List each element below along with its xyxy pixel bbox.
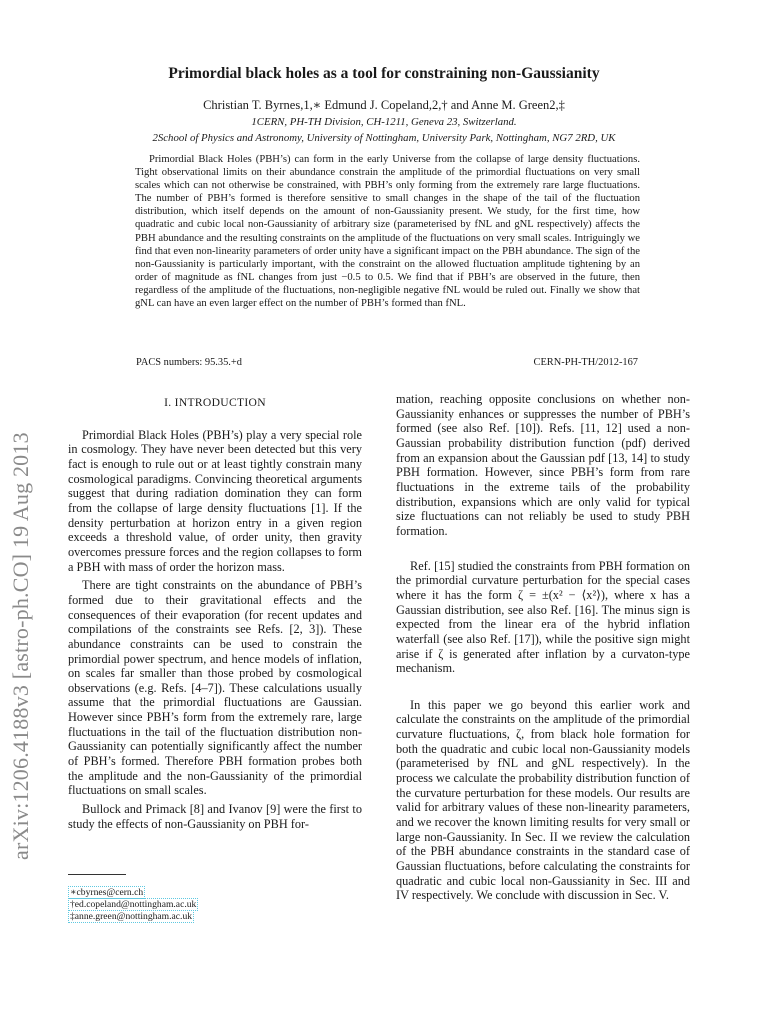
footnotes (68, 874, 362, 923)
affiliation-nottingham: 2School of Physics and Astronomy, University of Nottingham, University Park, Nottingham, NG7 2RD, UK (152, 132, 616, 144)
intro-paragraph-5: In this paper we go beyond this earlier work and calculate the constraints on the amplitude of the primordial curvature fluctuations, ζ, from black hole formation for both the quadratic and cubic local non-Gaussianity models (parameterised by fNL and gNL respectively). In the process we calculate the probability distribution function of the curvature perturbation for these models. Our results are valid for arbitrary values of these non-linearity parameters, and we recover the known limiting results for very small or large non-Gaussianity. In Sec. II we review the calculation of the PBH abundance constraints in the standard case of Gaussian fluctuations, before calculating the constraints for quadratic and cubic local non-Gaussianity in Sec. III and IV respectively. We conclude with discussion in Sec. V. (396, 697, 690, 903)
intro-paragraph-2: There are tight constraints on the abundance of PBH’s formed due to their gravitational effects and the consequences of their evaporation (for recent updates and compilations of the constraints see Refs. [2, 3]). These abundance constraints can be used to constrain the primordial power spectrum, and hence models of inflation, on scales far smaller than those probed by cosmological observations (e.g. Refs. [4–7]). These calculations usually assume that the primordial fluctuations are Gaussian. However since PBH’s form from the extremely rare, large fluctuations in the tail of the fluctuation distribution non-Gaussianity can potentially significantly affect the number of PBH’s formed. Therefore PBH formation probes both the amplitude and the non-Gaussianity of the primordial fluctuations on small scales. (68, 578, 362, 798)
author-list: Christian T. Byrnes,1,∗ Edmund J. Copeland,2,† and Anne M. Green2,‡ (203, 98, 565, 112)
intro-paragraph-1: Primordial Black Holes (PBH’s) play a very special role in cosmology. They have never been detected but this very fact is enough to rule out or at least tightly constrain many cosmological paradigms. Convincing theoretical arguments suggest that during radiation domination they can form from the collapse of large density fluctuations [1]. If the density perturbation at horizon entry in a given region exceeds a threshold value, of order unity, then gravity overcomes pressure forces and the region collapses to form a PBH with mass of order the horizon mass. (68, 427, 362, 574)
intro-paragraph-continued: mation, reaching opposite conclusions on whether non-Gaussianity enhances or suppresses the number of PBH’s formed (see also Ref. [10]). Refs. [11, 12] used a non-Gaussian probability distribution function (pdf) derived from an expansion about the Gaussian pdf [13, 14] to study PBH formation. However, since PBH’s form from rare fluctuations in the extreme tails of the probability distribution, expansions which are only valid for typical size fluctuations can not reliably be used to study PBH formation. (396, 392, 690, 538)
section-heading-introduction: I. INTRODUCTION (164, 396, 266, 409)
arxiv-identifier: arXiv:1206.4188v3 [astro-ph.CO] 19 Aug 2013 (8, 432, 33, 860)
pacs-numbers: PACS numbers: 95.35.+d (136, 357, 242, 368)
intro-paragraph-3: Bullock and Primack [8] and Ivanov [9] were the first to study the effects of non-Gaussianity on PBH for- (68, 802, 362, 831)
footnote-email-copeland[interactable]: †ed.copeland@nottingham.ac.uk (70, 899, 197, 910)
right-column (396, 392, 690, 903)
left-column (68, 391, 362, 831)
abstract: Primordial Black Holes (PBH’s) can form in the early Universe from the collapse of large density fluctuations. Tight observational limits on their abundance constrain the amplitude of the primordial fluctuations on very small scales which can not otherwise be constrained, with PBH’s only forming from the extremely rare large fluctuations. The number of PBH’s formed is therefore sensitive to small changes in the shape of the tail of the fluctuation distribution, which itself depends on the amount of non-Gaussianity present. We study, for the first time, how quadratic and cubic local non-Gaussianity of arbitrary size (parameterised by fNL and gNL respectively) affects the PBH abundance and the resulting constraints on the amplitude of the fluctuations on very small scales. Intriguingly we find that even non-linearity parameters of order unity have a significant impact on the PBH abundance. The sign of the non-Gaussianity is particularly important, with the constraint on the allowed fluctuation amplitude tightening by an order of magnitude as fNL changes from just −0.5 to 0.5. We find that if PBH’s are observed in the future, then regardless of the amplitude of the fluctuations, non-negligible negative fNL would be ruled out. Finally we show that gNL can have an even larger effect on the number of PBH’s formed than fNL. (135, 154, 640, 310)
affiliation-cern: 1CERN, PH-TH Division, CH-1211, Geneva 23, Switzerland. (251, 116, 517, 128)
footnote-email-byrnes[interactable]: ∗cbyrnes@cern.ch (70, 887, 144, 898)
report-number: CERN-PH-TH/2012-167 (533, 357, 638, 368)
footnote-email-green[interactable]: ‡anne.green@nottingham.ac.uk (70, 911, 193, 922)
intro-paragraph-4: Ref. [15] studied the constraints from PBH formation on the primordial curvature perturbation for the special cases where it has the form ζ = ±(x² − ⟨x²⟩), where x has a Gaussian distribution, see also Ref. [16]. The minus sign is expected from the linear era of the hybrid inflation waterfall (see also Ref. [17]), while the positive sign might arise if ζ is generated after inflation by a curvaton-type mechanism. (396, 558, 690, 676)
paper-title: Primordial black holes as a tool for constraining non-Gaussianity (168, 65, 600, 82)
footnote-divider (68, 874, 126, 875)
